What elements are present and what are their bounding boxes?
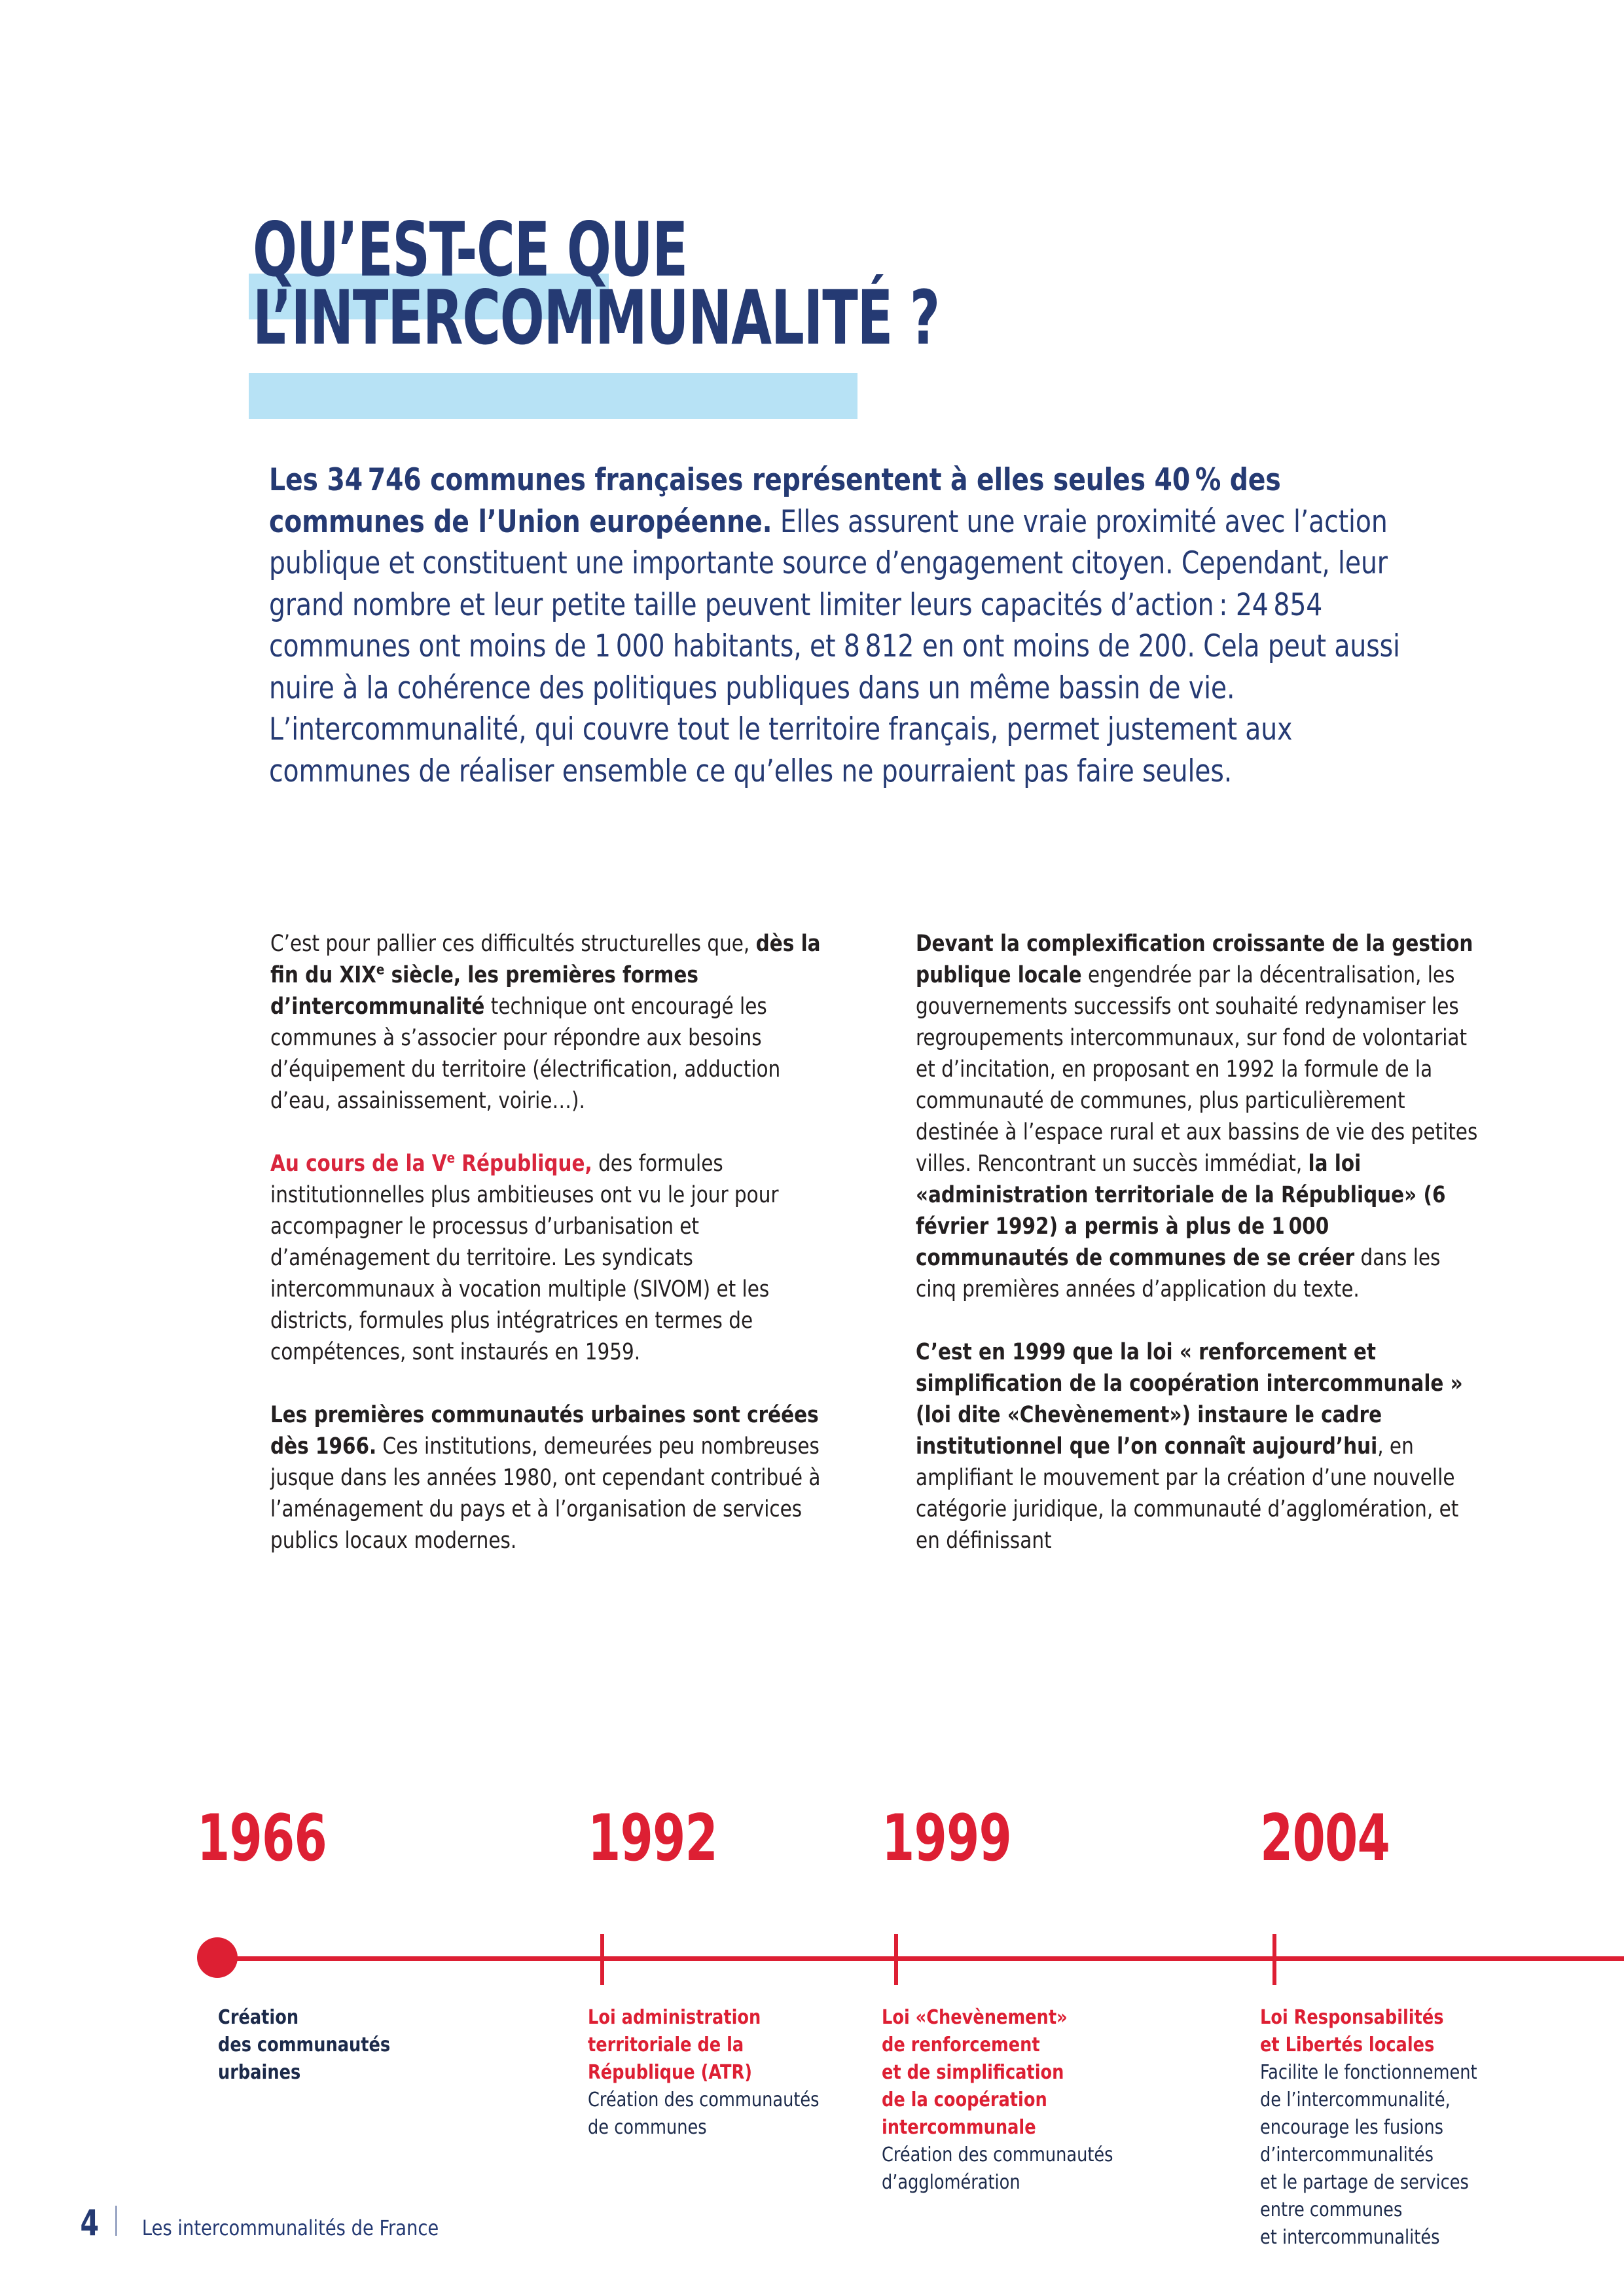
timeline-tick-marker-2004 — [1272, 1934, 1276, 1985]
timeline-caption-heading-line: Loi «Chevènement» — [882, 2006, 1068, 2029]
para-complexification: Devant la complexification croissante de la gestion publique locale engendrée par la décentralisation, les gouvernements successifs ont souhaité redynamiser les regroupements intercommunaux, sur fond de volontariat et d’incitation, en proposant en 1992 la formule de la communauté de communes, plus particulièrement destinée à l’espace rural et aux bassins de vie des petites villes. Rencontrant un succès immédiat, la loi «administration territoriale de la République» (6 février 1992) a permis à plus de 1 000 communautés de communes de se créer dans les cinq premières années d’application du texte. — [916, 931, 1478, 1302]
body-column-right — [916, 928, 1479, 1556]
footer-divider — [115, 2206, 117, 2236]
timeline-tick-marker-1999 — [894, 1934, 898, 1985]
timeline-caption-sub-line: encourage les fusions — [1260, 2116, 1443, 2139]
timeline-caption-sub-line: de l’intercommunalité, — [1260, 2089, 1451, 2111]
timeline-caption-sub-line: de communes — [588, 2116, 707, 2139]
body-column-left — [270, 928, 833, 1556]
timeline-caption-heading-line: de la coopération — [882, 2089, 1047, 2111]
para-xix-siecle: C’est pour pallier ces difficultés structurelles que, dès la fin du XIXe siècle, les premières formes d’intercommunalité technique ont encouragé les communes à s’associer pour répondre aux besoins d’équipement du territoire (électrification, adduction d’eau, assainissement, voirie…). — [270, 931, 821, 1114]
timeline-caption-sub-line: et intercommunalités — [1260, 2226, 1440, 2249]
timeline-axis-line — [218, 1956, 1624, 1961]
timeline-year-2004: 2004 — [1260, 1801, 1390, 1876]
page-title — [253, 206, 1169, 361]
timeline-caption-sub-line: Facilite le fonctionnement — [1260, 2061, 1477, 2084]
timeline-caption-sub-line: et le partage de services — [1260, 2171, 1469, 2194]
timeline-caption-heading-line: Création — [218, 2006, 299, 2029]
footer-page-number: 4 — [80, 2202, 99, 2244]
timeline-year-1966: 1966 — [197, 1801, 327, 1876]
para-chevenement: C’est en 1999 que la loi « renforcement et simplification de la coopération intercommunale » (loi dite «Chevènement») instaure le cadre institutionnel que l’on connaît aujourd’hui, en amplifiant le mouvement par la création d’une nouvelle catégorie juridique, la communauté d’agglomération, et en définissant — [916, 1339, 1463, 1554]
intro-lead-paragraph — [269, 459, 1438, 792]
timeline-caption-heading-line: intercommunale — [882, 2116, 1036, 2139]
timeline-caption-heading-line: et de simplification — [882, 2061, 1064, 2084]
timeline-caption-sub-line: Création des communautés — [882, 2144, 1113, 2166]
timeline-caption-heading-line: Loi administration — [588, 2006, 761, 2029]
timeline-caption-heading-line: des communautés — [218, 2034, 391, 2056]
timeline-caption-1992 — [588, 2004, 837, 2142]
timeline-caption-heading-line: Loi Responsabilités — [1260, 2006, 1444, 2029]
timeline-caption-heading-line: de renforcement — [882, 2034, 1040, 2056]
page-title-line-1: QU’EST-CE QUE — [253, 206, 687, 293]
timeline-caption-sub-line: entre communes — [1260, 2198, 1403, 2221]
timeline-caption-heading-line: territoriale de la — [588, 2034, 744, 2056]
timeline-caption-heading-line: urbaines — [218, 2061, 301, 2084]
timeline-caption-heading-line: et Libertés locales — [1260, 2034, 1435, 2056]
para-communautes-urbaines: Les premières communautés urbaines sont créées dès 1966. Ces institutions, demeurées peu nombreuses jusque dans les années 1980, ont cependant contribué à l’aménagement du pays et à l’organisation de services publics locaux modernes. — [270, 1402, 821, 1554]
timeline-caption-2004 — [1260, 2004, 1509, 2251]
title-highlight-band-2 — [249, 373, 857, 419]
timeline-tick-marker-1992 — [600, 1934, 604, 1985]
page-title-line-2: L’INTERCOMMUNALITÉ ? — [253, 274, 940, 361]
timeline-caption-sub-line: d’intercommunalités — [1260, 2144, 1434, 2166]
para-ve-republique: Au cours de la Ve République, des formules institutionnelles plus ambitieuses ont vu le jour pour accompagner le processus d’urbanisation et d’aménagement du territoire. Les syndicats intercommunaux à vocation multiple (SIVOM) et les districts, formules plus intégratrices en termes de compétences, sont instaurés en 1959. — [270, 1150, 779, 1365]
timeline-dot-marker-1966 — [197, 1937, 238, 1978]
intro-lead-bold: Les 34 746 communes françaises représentent à elles seules 40 % des communes de l’Union européenne. — [269, 462, 1281, 540]
timeline-caption-sub-line: d’agglomération — [882, 2171, 1020, 2194]
timeline-caption-heading-line: République (ATR) — [588, 2061, 752, 2084]
footer-publication-label: Les intercommunalités de France — [141, 2215, 439, 2240]
timeline-year-1992: 1992 — [588, 1801, 717, 1876]
timeline-caption-1999 — [882, 2004, 1130, 2197]
timeline-year-1999: 1999 — [882, 1801, 1011, 1876]
intro-lead-rest: Elles assurent une vraie proximité avec l’action publique et constituent une importante source d’engagement citoyen. Cependant, leur grand nombre et leur petite taille peuvent limiter leurs capacités d’action : 24 854 communes ont moins de 1 000 habitants, et 8 812 en ont moins de 200. Cela peut aussi nuire à la cohérence des politiques publiques dans un même bassin de vie. L’intercommunalité, qui couvre tout le territoire français, permet justement aux communes de réaliser ensemble ce qu’elles ne pourraient pas faire seules. — [269, 503, 1400, 789]
page-footer — [79, 2202, 446, 2244]
timeline-caption-sub-line: Création des communautés — [588, 2089, 820, 2111]
timeline-caption-1966 — [218, 2004, 467, 2087]
